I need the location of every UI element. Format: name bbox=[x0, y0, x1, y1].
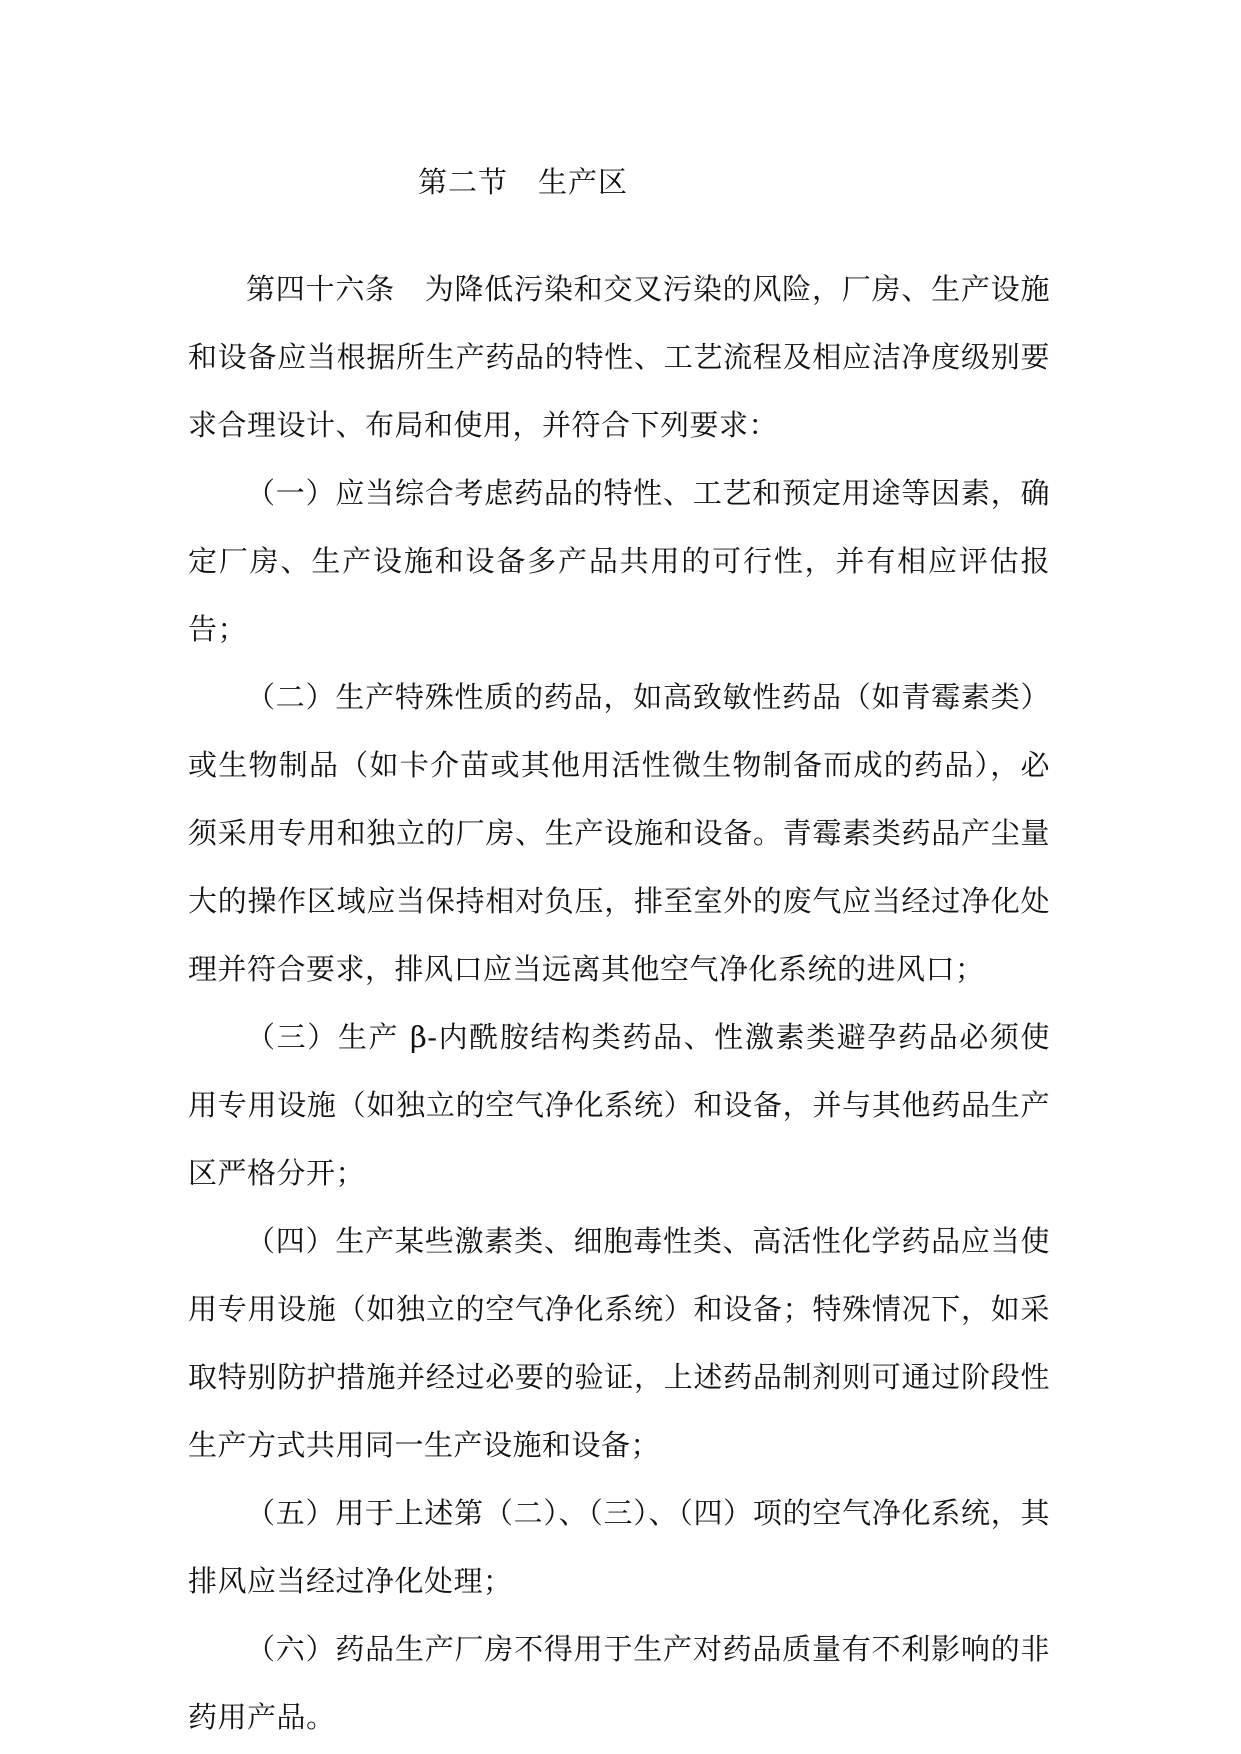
item-3: （三）生产 β-内酰胺结构类药品、性激素类避孕药品必须使用专用设施（如独立的空气净化系统）和设备，并与其他药品生产区严格分开； bbox=[188, 1020, 1050, 1190]
item-5: （五）用于上述第（二）、（三）、（四）项的空气净化系统，其排风应当经过净化处理； bbox=[188, 1496, 1050, 1598]
article-body bbox=[188, 255, 1050, 1751]
item-6: （六）药品生产厂房不得用于生产对药品质量有不利影响的非药用产品。 bbox=[188, 1632, 1050, 1734]
article-46-intro: 第四十六条 为降低污染和交叉污染的风险，厂房、生产设施和设备应当根据所生产药品的特性、工艺流程及相应洁净度级别要求合理设计、布局和使用，并符合下列要求： bbox=[188, 272, 1050, 442]
item-1: （一）应当综合考虑药品的特性、工艺和预定用途等因素，确定厂房、生产设施和设备多产品共用的可行性，并有相应评估报告； bbox=[188, 476, 1050, 646]
section-title: 第二节 生产区 bbox=[418, 165, 629, 199]
item-2: （二）生产特殊性质的药品，如高致敏性药品（如青霉素类）或生物制品（如卡介苗或其他用活性微生物制备而成的药品），必须采用专用和独立的厂房、生产设施和设备。青霉素类药品产尘量大的操作区域应当保持相对负压，排至室外的废气应当经过净化处理并符合要求，排风口应当远离其他空气净化系统的进风口； bbox=[188, 680, 1050, 986]
item-4: （四）生产某些激素类、细胞毒性类、高活性化学药品应当使用专用设施（如独立的空气净化系统）和设备；特殊情况下，如采取特别防护措施并经过必要的验证，上述药品制剂则可通过阶段性生产方式共用同一生产设施和设备； bbox=[188, 1224, 1050, 1462]
